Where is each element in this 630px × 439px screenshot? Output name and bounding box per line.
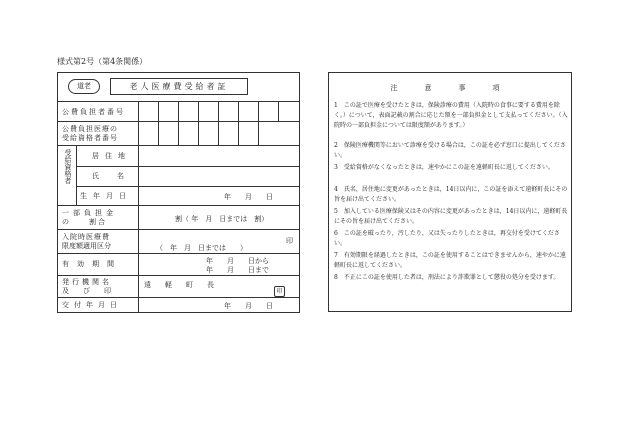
inpatient-row (58, 229, 299, 253)
payer-number-row (58, 101, 299, 121)
copay-label-line2: の 割合 (62, 218, 107, 226)
issue-date-label: 交付年月日 (62, 301, 122, 309)
validity-to[interactable]: 年 月 日まで (206, 266, 269, 274)
digit-box[interactable] (258, 102, 278, 121)
notes-panel (328, 72, 572, 312)
validity-label: 有効期間 (62, 260, 122, 268)
digit-box[interactable] (178, 102, 198, 121)
note-item: 6 この証を破ったり，汚したり，又は失ったりしたときは，再交付を受けてください。 (334, 230, 560, 247)
issuer-row (58, 275, 299, 297)
note-item: 7 有効期限を経過したときは，この証を使用することはできませんから，速やかに遠軽町長に返してください。 (334, 252, 566, 269)
birthdate-value[interactable]: 年 月 日 (224, 193, 273, 201)
row-divider (76, 166, 299, 167)
digit-box[interactable] (158, 122, 178, 145)
birthdate-label: 生年月日 (80, 192, 132, 200)
note-item: 1 この証で医療を受けたときは，保険診療の費用（入院時の食事に要する費用を除く。）について，表面記載の割合に応じた額を一部負担金として支払ってください。（入院時の一部負担金については限度額があります。） (334, 102, 568, 129)
digit-box[interactable] (278, 102, 299, 121)
digit-box[interactable] (138, 102, 158, 121)
name-label: 氏名 (92, 172, 142, 180)
recipient-group (58, 145, 299, 205)
note-item: 3 受給資格がなくなったときは，速やかにこの証を遠軽町長に返してください。 (334, 164, 554, 171)
inpatient-label-line1: 入院時医療費 (62, 233, 110, 241)
recipient-number-label-line2: 受給資格者番号 (62, 134, 118, 142)
digit-box[interactable] (198, 102, 218, 121)
row-divider (76, 186, 299, 187)
digit-box[interactable] (198, 122, 218, 145)
payer-number-label: 公費負担者番号 (62, 108, 125, 116)
validity-from[interactable]: 年 月 日から (206, 257, 269, 265)
validity-row (58, 253, 299, 275)
recipient-card (57, 72, 300, 313)
issue-date-row (58, 297, 299, 312)
digit-box[interactable] (178, 122, 198, 145)
recipient-number-label-line1: 公費負担医療の (62, 125, 118, 133)
issue-date-value[interactable]: 年 月 日 (224, 302, 273, 310)
note-item: 4 氏名，居住地に変更があったときは，14日以内に，この証を添えて遠軽町長にその旨を届け出てください。 (334, 186, 568, 203)
note-item: 8 不正にこの証を使用した者は，刑法により詐欺罪として懲役の処分を受けます。 (334, 274, 560, 281)
address-label: 居住地 (92, 152, 131, 160)
issuer-label-line1: 発行機関名 (62, 278, 112, 286)
prefecture-badge: 道老 (68, 79, 100, 94)
recipient-group-label: 受給資格者 (64, 149, 72, 184)
card-title: 老人医療費受給者証 (110, 78, 248, 95)
note-item: 2 保険医療機関等において診療を受ける場合は，この証を必ず窓口に提出してください。 (334, 142, 566, 159)
inpatient-label-line2: 限度額適用区分 (62, 242, 111, 250)
digit-box[interactable] (138, 122, 158, 145)
group-divider (76, 146, 77, 206)
label-divider (138, 206, 139, 230)
copay-value[interactable]: 割（ 年 月 日までは 割） (175, 215, 269, 223)
digit-box[interactable] (218, 122, 238, 145)
digit-box[interactable] (218, 102, 238, 121)
notes-title: 注 意 事 項 (390, 84, 510, 92)
issuer-value: 遠 軽 町 長 (144, 281, 214, 289)
issuer-label-line2: 及 び 印 (62, 287, 111, 295)
digit-box[interactable] (258, 122, 278, 145)
digit-box[interactable] (238, 122, 258, 145)
note-item: 5 加入している医療保険又はその内容に変更があったときは，14日以内に，遠軽町長にその旨を届け出てください。 (334, 208, 568, 225)
label-divider (138, 298, 139, 313)
copay-label-line1: 一部負担金 (62, 209, 117, 217)
inpatient-stamp: 印 (286, 237, 293, 245)
digit-box[interactable] (158, 102, 178, 121)
digit-box[interactable] (238, 102, 258, 121)
issuer-stamp: 印 (274, 286, 285, 297)
inpatient-value[interactable]: （ 年 月 日までは ） (156, 244, 247, 252)
copay-row (58, 205, 299, 229)
form-number: 様式第2号（第4条関係） (57, 57, 148, 66)
recipient-number-row (58, 121, 299, 145)
label-divider (138, 276, 139, 298)
label-divider (138, 230, 139, 254)
label-divider (138, 254, 139, 276)
